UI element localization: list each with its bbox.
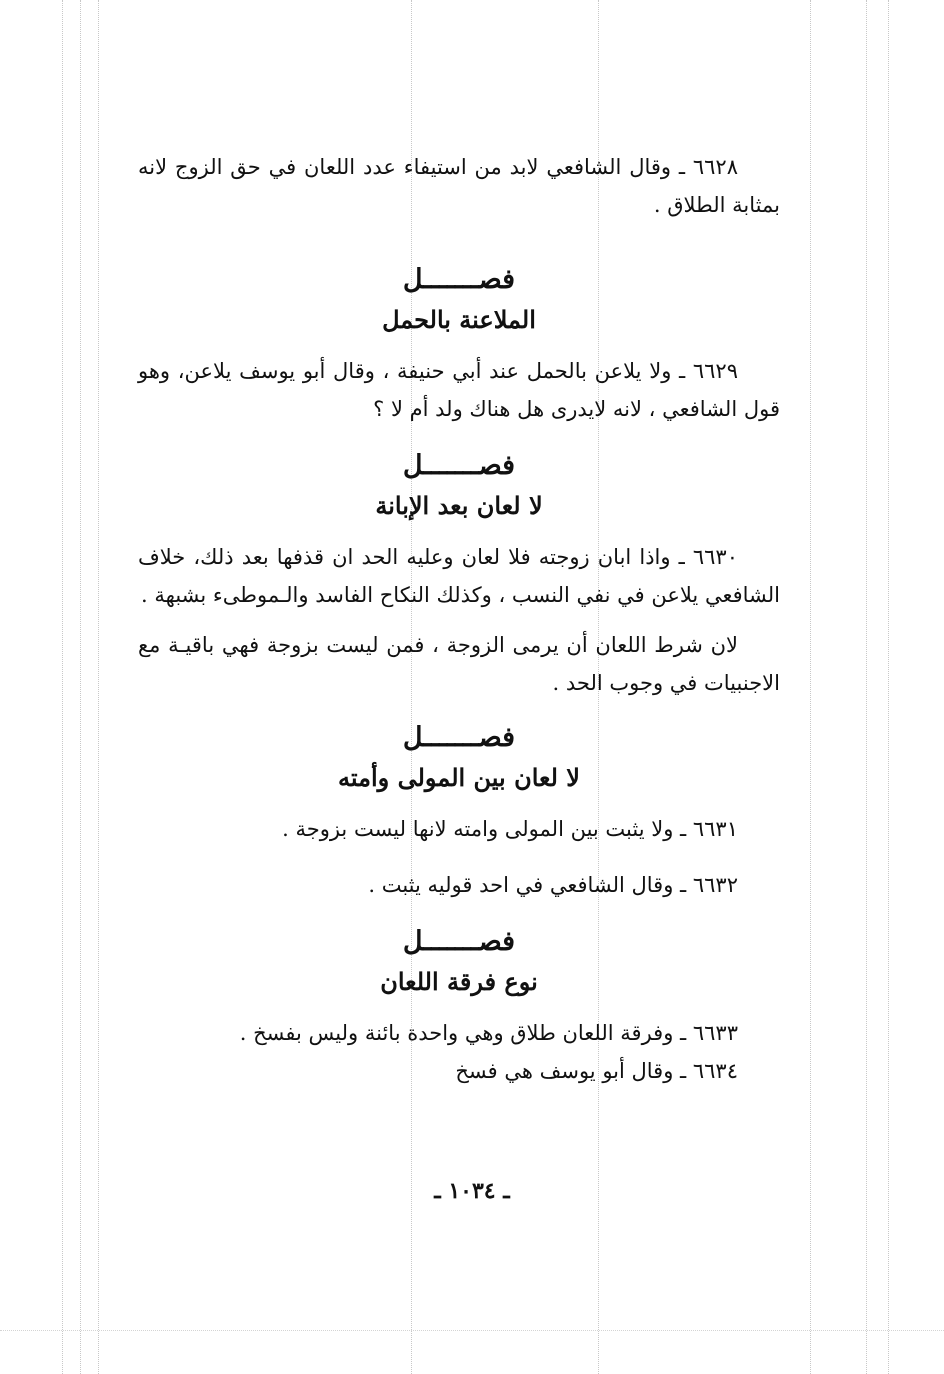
scan-guide-line	[0, 1330, 944, 1331]
section-label: فصـــــــل	[402, 722, 516, 753]
entry-paragraph: ٦٦٢٨ ـ وقال الشافعي لابد من استيفاء عدد اللعان في حق الزوج لانه بمثابة الطلاق .	[138, 155, 780, 217]
entry-paragraph: ٦٦٢٩ ـ ولا يلاعن بالحمل عند أبي حنيفة ، وقال أبو يوسف يلاعن، وهو قول الشافعي ، لانه لايدرى هل هناك ولد أم لا ؟	[138, 359, 780, 421]
entry-paragraph: ٦٦٣٣ ـ وفرقة اللعان طلاق وهي واحدة بائنة وليس بفسخ .	[239, 1021, 738, 1045]
entry-paragraph: ٦٦٣٠ ـ واذا ابان زوجته فلا لعان وعليه الحد ان قذفها بعد ذلك، خلاف الشافعي يلاعن في نفي النسب ، وكذلك النكاح الفاسد والـموطىء بشبهة .	[138, 545, 780, 607]
section-title: الملاعنة بالحمل	[382, 305, 536, 334]
scan-guide-line	[810, 0, 811, 1374]
section-label: فصـــــــل	[402, 926, 516, 957]
section-title: لا لعان بين المولى وأمته	[338, 763, 580, 792]
scan-guide-line	[866, 0, 867, 1374]
entry-paragraph: ٦٦٣٤ ـ وقال أبو يوسف هي فسخ	[455, 1059, 738, 1083]
section-title: لا لعان بعد الإبانة	[375, 491, 543, 520]
entry-paragraph: لان شرط اللعان أن يرمى الزوجة ، فمن ليست بزوجة فهي باقيـة مع الاجنبيات في وجوب الحد .	[138, 633, 780, 695]
scan-guide-line	[80, 0, 81, 1374]
page-body	[138, 148, 780, 1090]
section-label: فصـــــــل	[402, 450, 516, 481]
scan-guide-line	[98, 0, 99, 1374]
entry-paragraph: ٦٦٣١ ـ ولا يثبت بين المولى وامته لانها ليست بزوجة .	[282, 817, 738, 841]
page-number: ـ ١٠٣٤ ـ	[434, 1178, 510, 1204]
scan-guide-line	[62, 0, 63, 1374]
section-title: نوع فرقة اللعان	[380, 967, 538, 996]
scan-guide-line	[888, 0, 889, 1374]
entry-paragraph: ٦٦٣٢ ـ وقال الشافعي في احد قوليه يثبت .	[368, 873, 738, 897]
section-label: فصـــــــل	[402, 264, 516, 295]
